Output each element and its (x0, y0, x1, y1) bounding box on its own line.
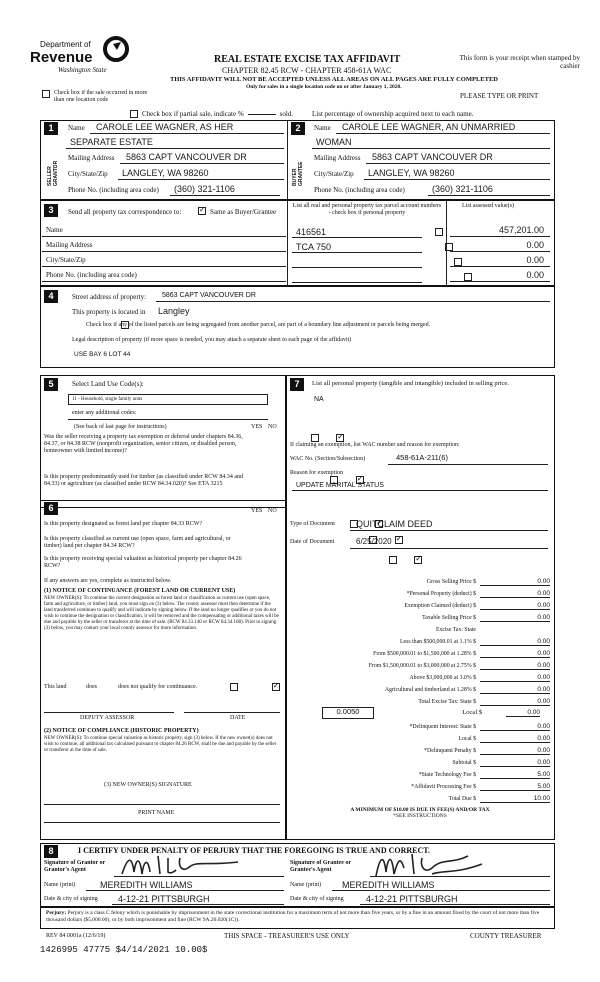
parcel-2: TCA 750 (296, 242, 332, 252)
tax-row-label: *State Technology Fee $ (418, 772, 476, 779)
grantee-date-label: Date & city of signing (290, 896, 344, 902)
buyer-name-line2: WOMAN (316, 137, 352, 147)
reason-value: UPDATE MARITAL STATUS (296, 482, 384, 489)
parcel-column-header: List all real and personal property tax parcel account numbers - check box if personal property (292, 203, 442, 216)
seller-side-label: SELLER GRANTOR (47, 160, 59, 186)
tax-row (290, 634, 550, 646)
grantee-date-city: 4-12-21 PITTSBURGH (366, 894, 458, 904)
seller-phone: (360) 321-1106 (174, 184, 235, 194)
tax-row (290, 719, 550, 731)
grantor-date-city: 4-12-21 PITTSBURGH (118, 894, 210, 904)
buyer-address-label: Mailing Address (314, 154, 361, 162)
tax-row-value: 10.00 (480, 795, 550, 803)
legal-description-label: Legal description of property (if more space is needed, you may attach a separate sheet to each page of the affidavit) (72, 337, 352, 343)
tax-row-value: 0.00 (480, 698, 550, 706)
assessed-value-1: 457,201.00 (498, 225, 544, 235)
s6-question-2: Is this property classified as current use (open space, farm and agricultural, or timber) land per chapter 84.34 RCW? (44, 536, 231, 549)
state-label: Washington State (58, 66, 107, 74)
parcel-1-personal-checkbox[interactable] (435, 228, 443, 236)
new-owner-signature-label: (3) NEW OWNER(S) SIGNATURE (104, 782, 192, 788)
print-name-label: PRINT NAME (138, 810, 175, 816)
document-type-value: QUITCLAIM DEED (356, 519, 433, 529)
does-not-qualify-label: does not qualify for continuance. (118, 684, 198, 690)
grantor-name: MEREDITH WILLIAMS (100, 880, 193, 890)
tax-row-value: 0.00 (480, 602, 550, 610)
partial-sale-checkbox[interactable] (130, 110, 138, 118)
local-rate-value: 0.0050 (322, 707, 374, 719)
tax-row (290, 658, 550, 670)
buyer-side-label: BUYER GRANTEE (292, 161, 304, 186)
notice-compliance-text: NEW OWNER(S): To continue special valuation as historic property, sign (3) below. If the new owner(s) does not wish to continue, all additional tax calculated pursuant to chapter 84.26 RCW, shall be due and payable by the seller or transferor at the time of sale. (44, 736, 277, 754)
tax-row (290, 743, 550, 755)
tax-row-label: From $500,000.01 to $1,500,000 at 1.28% $ (373, 651, 476, 658)
tax-row-label: Exemption Claimed (deduct) $ (404, 603, 476, 610)
form-title: REAL ESTATE EXCISE TAX AFFIDAVIT (214, 54, 401, 65)
grantor-signature-label: Signature of Grantor or Grantor's Agent (44, 860, 106, 873)
tax-row (290, 586, 550, 598)
same-as-buyer-checkbox[interactable] (198, 207, 206, 215)
tax-row-label: Subtotal $ (452, 760, 476, 767)
partial-sale-label: Check box if partial sale, indicate % (142, 110, 244, 118)
tax-table (290, 574, 550, 820)
seller-phone-label: Phone No. (including area code) (68, 186, 159, 194)
section-3-number: 3 (44, 204, 58, 217)
tax-row-label: Excise Tax: State (435, 627, 476, 634)
seller-city-label: City/State/Zip (68, 170, 108, 178)
tax-row-value: 0.00 (480, 638, 550, 646)
tax-row (290, 731, 550, 743)
buyer-phone: (360) 321-1106 (432, 184, 493, 194)
tax-row-label: From $1,500,000.01 to $3,000,000 at 2.75% $ (368, 663, 476, 670)
tax-row-value: 0.00 (480, 735, 550, 743)
land-does-not-checkbox[interactable] (272, 683, 280, 691)
assessed-column-header: List assessed value(s) (462, 203, 514, 209)
this-land-label: This land (44, 684, 67, 690)
tax-row-value: 0.00 (480, 686, 550, 694)
segregated-label: Check box if any of the listed parcels are being segregated from another parcel, are part of a boundary line adjustment or parcels being merged. (86, 322, 431, 328)
assessed-value-2: 0.00 (526, 240, 544, 250)
tax-row (290, 694, 550, 706)
partial-sale-row (130, 110, 293, 118)
grantor-name-label: Name (print) (44, 882, 76, 888)
local-tax-label: Local $ (462, 709, 482, 717)
exemption-label: If claiming an exemption, list WAC number and reason for exemption: (290, 442, 460, 448)
multi-location-row (42, 90, 154, 104)
s3-city-label: City/State/Zip (46, 256, 86, 264)
tax-row-value: 0.00 (480, 590, 550, 598)
receipt-stamp: 1426995 47775 $4/14/2021 10.00$ (40, 945, 208, 955)
section-2-number: 2 (291, 122, 305, 135)
tax-row (290, 574, 550, 586)
dept-label: Department of (40, 40, 91, 49)
buyer-address: 5863 CAPT VANCOUVER DR (372, 152, 493, 162)
street-value: 5863 CAPT VANCOUVER DR (162, 292, 256, 299)
section-4-number: 4 (44, 290, 58, 303)
location-label: This property is located in (72, 308, 146, 316)
grantee-name: MEREDITH WILLIAMS (342, 880, 435, 890)
section-1-number: 1 (44, 122, 58, 135)
tax-row-label: Above $3,000,000 at 3.0% $ (409, 675, 476, 682)
tax-row (290, 791, 550, 803)
local-tax-value: 0.00 (506, 709, 540, 717)
document-date-label: Date of Document (290, 539, 335, 545)
tax-row (290, 646, 550, 658)
parcel-1: 416561 (296, 227, 327, 237)
personal-property-label: List all personal property (tangible and intangible) included in selling price. (312, 380, 509, 387)
if-any-yes-note: If any answers are yes, complete as instructed below. (44, 578, 172, 584)
treasurer-use-label: THIS SPACE - TREASURER'S USE ONLY (224, 932, 350, 940)
tax-row-label: Total Excise Tax: State $ (418, 699, 476, 706)
buyer-name-label: Name (314, 124, 331, 132)
buyer-name-line1: CAROLE LEE WAGNER, AN UNMARRIED (342, 122, 516, 132)
section-6-number: 6 (44, 502, 58, 515)
warning-line: THIS AFFIDAVIT WILL NOT BE ACCEPTED UNLESS ALL AREAS ON ALL PAGES ARE FULLY COMPLETED (170, 76, 498, 83)
seller-name-label: Name (68, 124, 85, 132)
tax-row-value: 0.00 (480, 662, 550, 670)
grantor-date-label: Date & city of signing (44, 896, 98, 902)
certify-statement: I CERTIFY UNDER PENALTY OF PERJURY THAT THE FOREGOING IS TRUE AND CORRECT. (78, 846, 431, 855)
section-8-number: 8 (44, 845, 58, 858)
section-6-box (40, 500, 286, 840)
tax-row-label: Gross Selling Price $ (426, 579, 476, 586)
tax-row-value: 0.00 (480, 723, 550, 731)
tax-row (290, 610, 550, 622)
receipt-note: This form is your receipt when stamped by cashier (459, 54, 580, 71)
notice-continuance-text: NEW OWNER(S): To continue the current designation as forest land or classification as current use (open space, farm and agriculture, or timber) land, you must sign on (3) below. The county assessor must then determine if the land transferred continues to qualify and will indicate by signing below. If the land no longer qualifies or you do not wish to continue the designation or classification, it will be removed and the compensating or additional taxes will be due and payable by the seller or transferor at the time of sale. (RCW 84.33.140 or RCW 84.34.108). Prior to signing (3) below, you may contact your local county assessor for more information. (44, 596, 279, 632)
tax-row-value: 0.00 (480, 747, 550, 755)
select-land-use-label: Select Land Use Code(s): (72, 380, 144, 388)
grantor-signature (118, 852, 248, 878)
additional-codes-label: enter any additional codes: (72, 410, 137, 416)
does-label: does (86, 684, 97, 690)
seller-address: 5863 CAPT VANCOUVER DR (126, 152, 247, 162)
personal-property-value: NA (314, 396, 324, 403)
tax-row-value: 5.00 (480, 771, 550, 779)
s6-yes-header: YES (251, 508, 263, 514)
form-revision: REV 84 0001a (12/6/19) (46, 933, 106, 939)
grantee-name-label: Name (print) (290, 882, 322, 888)
s5-question-2: Is this property predominantly used for timber (as classified under RCW 84.34 and 84.33) or agriculture (as classified under RCW 84.34.020)? See ETA 3215 (44, 474, 244, 487)
land-use-instructions: (See back of last page for instructions) (74, 424, 167, 430)
percentage-list-note: List percentage of ownership acquired next to each name. (312, 110, 474, 118)
tax-row-label: *Delinquent Interest: State $ (409, 724, 476, 731)
assessed-value-3: 0.00 (526, 255, 544, 265)
tax-row-label: Agricultural and timberland at 1.28% $ (384, 687, 476, 694)
street-label: Street address of property: (72, 293, 147, 301)
grantee-signature-label: Signature of Grantee or Grantee's Agent (290, 860, 351, 873)
tax-row (290, 598, 550, 610)
tax-row-value: 0.00 (480, 650, 550, 658)
tax-row-label: Less than $500,000.01 at 1.1% $ (400, 639, 476, 646)
section-7-number: 7 (290, 378, 304, 391)
only-for-line: Only for sales in a single location code on or after January 1, 2020. (246, 84, 402, 90)
tax-row-value: 0.00 (480, 759, 550, 767)
s3-address-label: Mailing Address (46, 241, 93, 249)
seller-city: LANGLEY, WA 98260 (122, 168, 209, 178)
s3-phone-label: Phone No. (including area code) (46, 271, 137, 279)
tax-row-value: 0.00 (480, 614, 550, 622)
tax-row-value: 0.00 (480, 578, 550, 586)
land-use-code-field[interactable]: 11 - Household, single family units (68, 394, 268, 405)
chapter-line: CHAPTER 82.45 RCW - CHAPTER 458-61A WAC (222, 66, 392, 75)
tax-row (290, 682, 550, 694)
perjury-body: Perjury is a class C felony which is punishable by imprisonment in the state correctional institution for a maximum term of not more than five years, or by a fine in an amount fixed by the court of not more than five thousand dollars ($5,000.00), or by both imprisonment and fine (RCW 9A.20.020(1C)). (46, 910, 540, 923)
legal-description-value: USE BAY 6 LOT 44 (74, 351, 131, 358)
s5-no-header: NO (268, 424, 277, 430)
perjury-heading: Perjury: (46, 910, 67, 916)
buyer-city: LANGLEY, WA 98260 (368, 168, 455, 178)
document-date-value: 6/25/2020 (356, 537, 392, 546)
wac-label: WAC No. (Section/Subsection) (290, 456, 366, 462)
seller-address-label: Mailing Address (68, 154, 115, 162)
tax-row (290, 670, 550, 682)
tax-row (290, 767, 550, 779)
s5-yes-header: YES (251, 424, 263, 430)
seller-name-line1: CAROLE LEE WAGNER, AS HER (96, 122, 234, 132)
tax-row-label: *Affidavit Processing Fee $ (411, 784, 476, 791)
section-5-number: 5 (44, 378, 58, 391)
document-type-label: Type of Document (290, 521, 335, 527)
revenue-logo-text: Revenue (30, 49, 93, 66)
land-does-checkbox[interactable] (230, 683, 238, 691)
county-treasurer-label: COUNTY TREASURER (470, 932, 542, 940)
same-as-buyer-label: Same as Buyer/Grantee (210, 208, 277, 216)
tax-row-value: 5.00 (480, 783, 550, 791)
notice-compliance-heading: (2) NOTICE OF COMPLIANCE (HISTORIC PROPERTY) (44, 728, 199, 734)
multi-location-checkbox[interactable] (42, 90, 50, 98)
tax-row-label: *Personal Property (deduct) $ (406, 591, 476, 598)
tax-row (290, 622, 550, 634)
multi-location-label: Check box if the sale occurred in more than one location code (54, 90, 148, 103)
tax-row-label: Local $ (458, 736, 476, 743)
tax-row-value: 0.00 (480, 674, 550, 682)
s5-question-1: Was the seller receiving a property tax exemption or deferral under chapters 84.36, 84.37, or 84.38 RCW (nonprofit organization, senior citizen, or disabled person, homeowner with limited income)? (44, 434, 243, 454)
s6-question-3: Is this property receiving special valuation as historical property per chapter 84.26 RCW? (44, 556, 242, 569)
minimum-due-note: A MINIMUM OF $10.00 IS DUE IN FEE(S) AND/OR TAX (350, 807, 490, 813)
perjury-text (46, 910, 552, 924)
revenue-logo-icon (103, 36, 129, 62)
assessed-value-4: 0.00 (526, 270, 544, 280)
wac-value: 458-61A-211(6) (396, 453, 448, 462)
tax-row-label: Total Due $ (448, 796, 476, 803)
assessor-date-label: DATE (230, 715, 246, 721)
tax-row-label: *Delinquent Penalty $ (424, 748, 476, 755)
see-instructions-note: *SEE INSTRUCTIONS (393, 813, 447, 820)
s6-question-1: Is this property designated as forest land per chapter 84.33 RCW? (44, 521, 203, 527)
deputy-assessor-label: DEPUTY ASSESSOR (80, 715, 135, 721)
please-type: PLEASE TYPE OR PRINT (460, 92, 539, 100)
tax-row-label: Taxable Selling Price $ (422, 615, 476, 622)
tax-row (290, 755, 550, 767)
reason-label: Reason for exemption (290, 470, 343, 476)
s6-no-header: NO (268, 508, 277, 514)
sold-label: sold. (279, 110, 294, 118)
notice-continuance-heading: (1) NOTICE OF CONTINUANCE (FOREST LAND OR CURRENT USE) (44, 588, 236, 594)
buyer-phone-label: Phone No. (including area code) (314, 186, 405, 194)
send-correspondence-label: Send all property tax correspondence to: (68, 208, 182, 216)
tax-row (290, 779, 550, 791)
buyer-city-label: City/State/Zip (314, 170, 354, 178)
s3-name-label: Name (46, 226, 63, 234)
local-rate-row (290, 707, 550, 719)
seller-name-line2: SEPARATE ESTATE (70, 137, 153, 147)
location-value: Langley (158, 306, 190, 316)
